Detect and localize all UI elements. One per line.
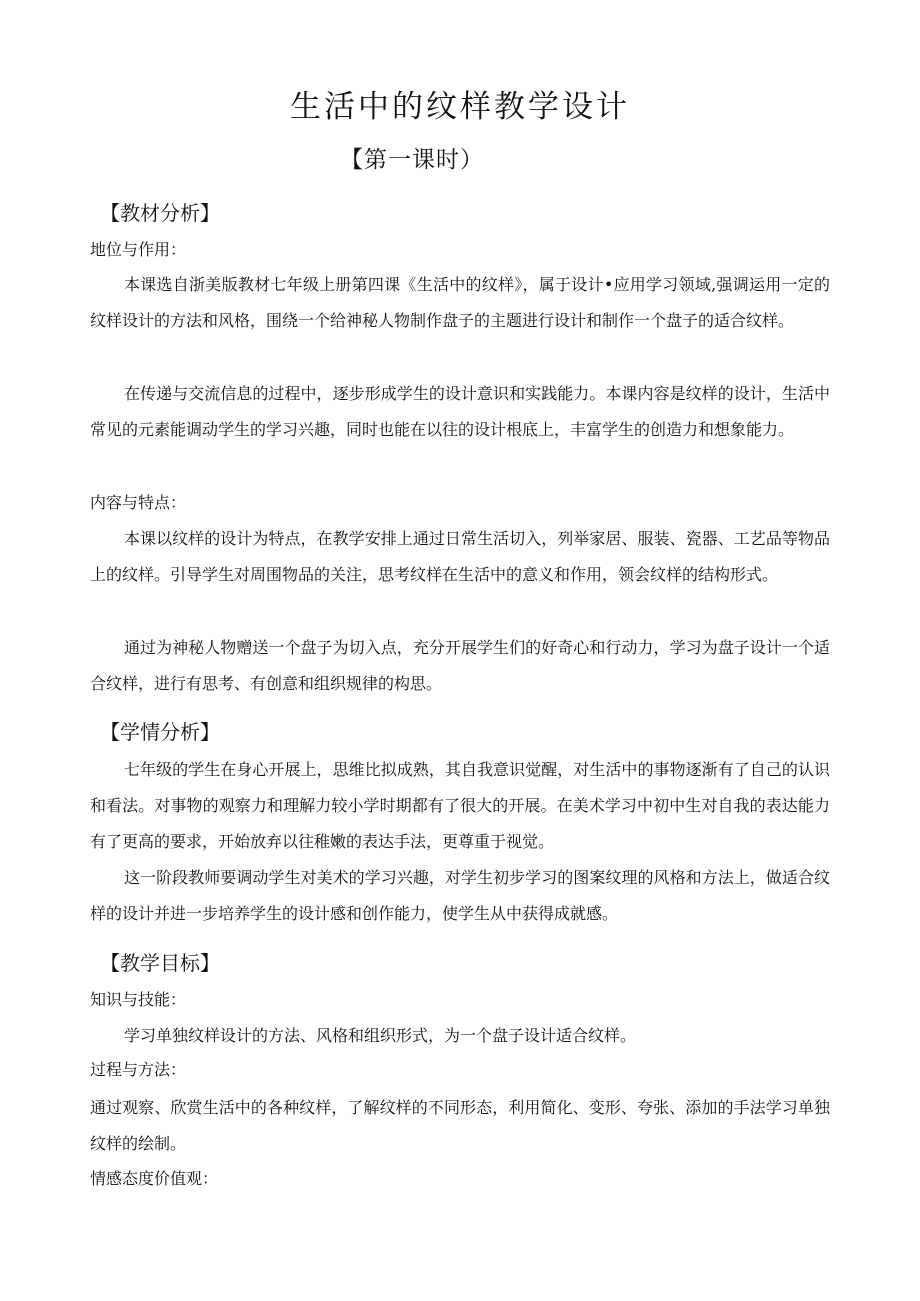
paragraph-process: 通过观察、欣赏生活中的各种纹样，了解纹样的不同形态，利用简化、变形、夸张、添加的手法学习单独纹样的绘制。 bbox=[90, 1098, 830, 1153]
section-heading-analysis: 【教材分析】 bbox=[100, 201, 220, 225]
document-subtitle: 【第一课时） bbox=[340, 147, 484, 173]
paragraph-knowledge: 学习单独纹样设计的方法、风格和组织形式，为一个盘子设计适合纹样。 bbox=[124, 1026, 637, 1045]
paragraph-students-1: 七年级的学生在身心开展上，思维比拟成熟，其自我意识觉醒，对生活中的事物逐渐有了自己的认识和看法。对事物的观察力和理解力较小学时期都有了很大的开展。在美术学习中初中生对自我的表达能力有了更高的要求，开始放弃以往稚嫩的表达手法，更尊重于视觉。 bbox=[90, 760, 830, 851]
label-content-features: 内容与特点： bbox=[90, 493, 187, 512]
document-title: 生活中的纹样教学设计 bbox=[290, 89, 630, 125]
label-knowledge-skills: 知识与技能： bbox=[90, 990, 187, 1009]
label-position-role: 地位与作用： bbox=[90, 240, 187, 259]
paragraph-students-2: 这一阶段教师要调动学生对美术的学习兴趣，对学生初步学习的图案纹理的风格和方法上，做适合纹样的设计并进一步培养学生的设计感和创作能力，使学生从中获得成就感。 bbox=[90, 868, 830, 923]
label-emotion-values: 情感态度价值观： bbox=[90, 1169, 219, 1188]
section-heading-goals: 【教学目标】 bbox=[100, 951, 220, 975]
label-process-methods: 过程与方法： bbox=[90, 1060, 187, 1079]
paragraph-content-1: 本课以纹样的设计为特点，在教学安排上通过日常生活切入，列举家居、服装、瓷器、工艺品等物品上的纹样。引导学生对周围物品的关注，思考纹样在生活中的意义和作用，领会纹样的结构形式。 bbox=[90, 529, 830, 584]
paragraph-content-2: 通过为神秘人物赠送一个盘子为切入点，充分开展学生们的好奇心和行动力，学习为盘子设计一个适合纹样，进行有思考、有创意和组织规律的构思。 bbox=[90, 638, 830, 693]
paragraph-position-2: 在传递与交流信息的过程中，逐步形成学生的设计意识和实践能力。本课内容是纹样的设计，生活中常见的元素能调动学生的学习兴趣，同时也能在以往的设计根底上，丰富学生的创造力和想象能力。 bbox=[90, 384, 830, 439]
section-heading-students: 【学情分析】 bbox=[100, 720, 220, 744]
paragraph-position-1: 本课选自浙美版教材七年级上册第四课《生活中的纹样》，属于设计•应用学习领域,强调运用一定的纹样设计的方法和风格，围绕一个给神秘人物制作盘子的主题进行设计和制作一个盘子的适合纹样。 bbox=[90, 275, 830, 330]
